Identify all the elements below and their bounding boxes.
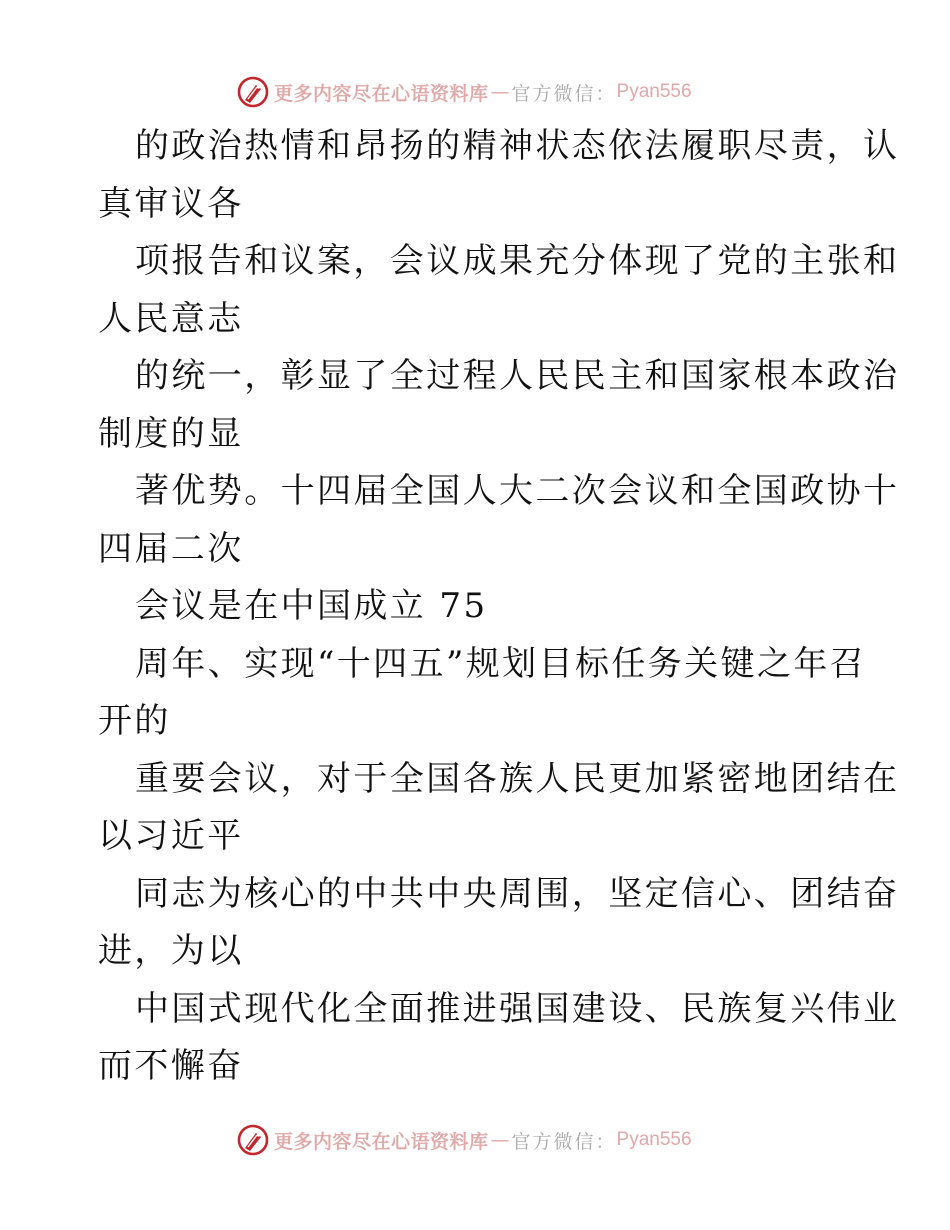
text-line: 重要会议，对于全国各族人民更加紧密地团结在 [135, 758, 900, 799]
watermark-wechat-label: 官方微信： [511, 82, 617, 105]
footer-watermark [236, 1120, 716, 1160]
pen-nib-logo-icon [236, 75, 270, 109]
text-line: 人民意志 [98, 298, 244, 339]
text-line: 而不懈奋 [98, 1046, 244, 1086]
document-body [98, 118, 900, 1096]
text-line: 开的 [98, 701, 171, 741]
text-line: 中国式现代化全面推进强国建设、民族复兴伟业 [135, 988, 900, 1029]
watermark-wechat-label: 官方微信： [511, 1130, 617, 1153]
header-watermark [236, 72, 716, 112]
watermark-wechat-id: Pyan556 [616, 81, 692, 102]
watermark-dash: — [490, 1129, 510, 1151]
pen-nib-logo-icon [236, 1123, 270, 1157]
text-line: 制度的显 [98, 413, 244, 454]
watermark-title: 更多内容尽在心语资料库 [274, 1130, 489, 1153]
text-line: 进，为以 [98, 931, 244, 971]
watermark-wechat-id: Pyan556 [616, 1129, 692, 1150]
text-line: 以习近平 [98, 816, 244, 856]
text-line: 真审议各 [98, 183, 244, 224]
text-line: 的政治热情和昂扬的精神状态依法履职尽责，认 [135, 126, 900, 166]
text-line: 同志为核心的中共中央周围，坚定信心、团结奋 [135, 873, 900, 914]
text-line: 四届二次 [98, 528, 244, 569]
text-line: 的统一，彰显了全过程人民民主和国家根本政治 [135, 356, 900, 396]
text-line: 周年、实现“十四五”规划目标任务关键之年召 [135, 643, 867, 684]
watermark-title: 更多内容尽在心语资料库 [274, 82, 489, 105]
text-line: 著优势。十四届全国人大二次会议和全国政协十 [135, 471, 900, 511]
text-line: 会议是在中国成立 75 [135, 586, 488, 626]
watermark-dash: — [490, 81, 510, 103]
text-line: 项报告和议案，会议成果充分体现了党的主张和 [135, 241, 900, 281]
